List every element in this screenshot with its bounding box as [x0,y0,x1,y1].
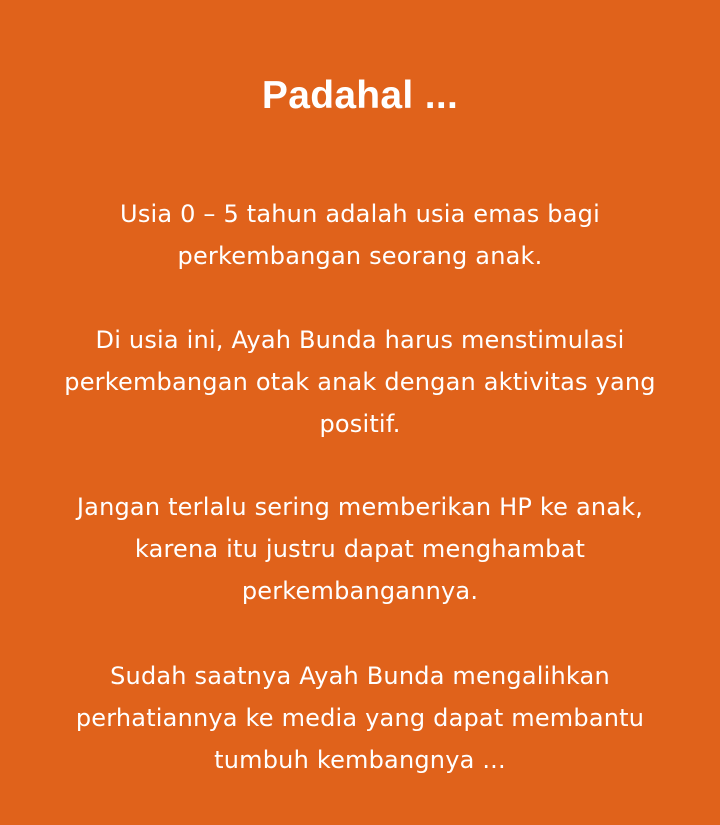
paragraph-line: karena itu justru dapat menghambat [134,535,586,563]
paragraph-phone-warning [0,486,720,612]
paragraph-line: perhatiannya ke media yang dapat membantu [75,704,645,732]
paragraph-golden-age [0,193,720,277]
paragraph-line: perkembangan otak anak dengan aktivitas yang [64,368,656,396]
paragraph-line: Sudah saatnya Ayah Bunda mengalihkan [110,662,610,690]
paragraph-call-to-action [0,655,720,781]
paragraph-line: Usia 0 – 5 tahun adalah usia emas bagi [120,200,600,228]
paragraph-line: perkembangannya. [241,577,479,605]
slide-heading: Padahal ... [261,74,459,117]
paragraph-line: positif. [319,410,401,438]
paragraph-line: tumbuh kembangnya ... [214,746,506,774]
paragraph-line: perkembangan seorang anak. [177,242,543,270]
paragraph-stimulation [0,319,720,445]
paragraph-line: Di usia ini, Ayah Bunda harus menstimulasi [95,326,625,354]
paragraph-line: Jangan terlalu sering memberikan HP ke anak, [76,493,644,521]
